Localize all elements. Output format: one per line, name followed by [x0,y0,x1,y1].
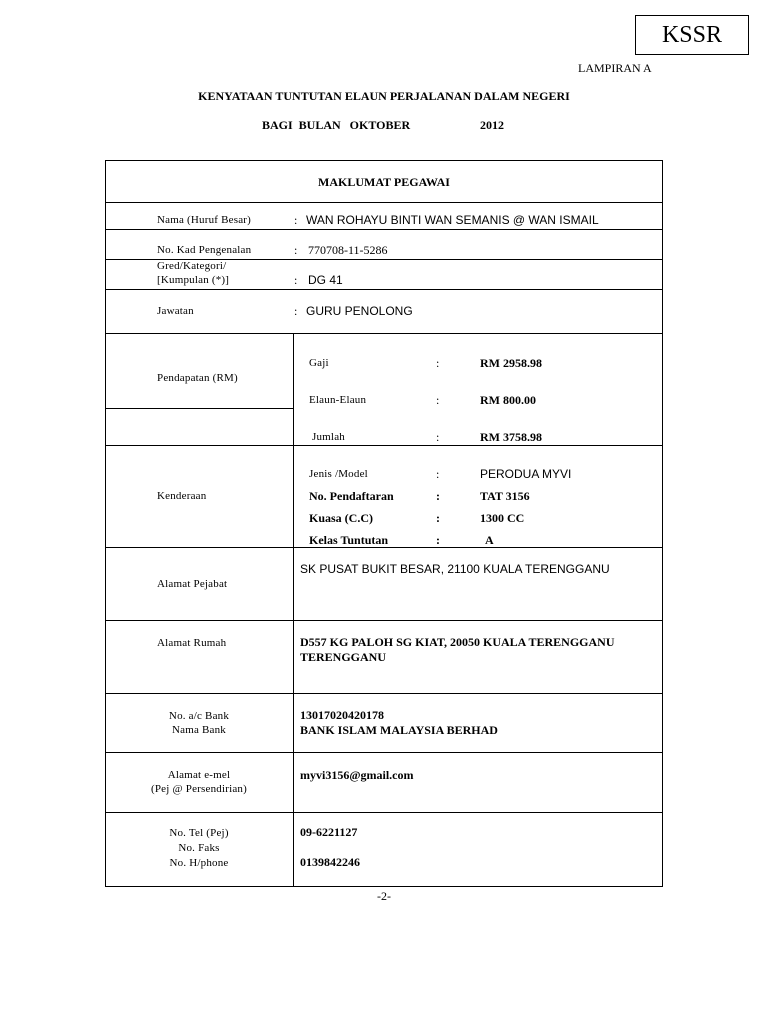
office-phone-label: No. Tel (Pej) [169,827,229,839]
month-label: BAGI BULAN OKTOBER [262,118,411,132]
email-type-label: (Pej @ Persendirian) [151,783,247,795]
kssr-badge: KSSR [635,15,749,55]
bank-account-value: 13017020420178 [300,708,384,722]
mobile-value: 0139842246 [300,855,360,869]
colon: : [436,533,440,547]
colon: : [436,356,440,370]
appendix-label: LAMPIRAN A [578,61,652,75]
bank-name-label: Nama Bank [171,724,227,736]
claim-class-label: Kelas Tuntutan [309,533,389,547]
office-address-label: Alamat Pejabat [157,578,228,590]
home-address-line1: D557 KG PALOH SG KIAT, 20050 KUALA TERENGGANU [300,635,615,649]
position-label: Jawatan [157,305,194,317]
colon: : [294,273,298,287]
document-title: KENYATAAN TUNTUTAN ELAUN PERJALANAN DALAM NEGERI [198,89,570,103]
column-divider [293,333,294,886]
office-phone-value: 09-6221127 [300,825,358,839]
colon: : [436,393,440,407]
section-title: MAKLUMAT PEGAWAI [318,175,450,189]
table-divider [105,547,663,548]
office-address-value: SK PUSAT BUKIT BESAR, 21100 KUALA TERENGGANU [300,562,610,576]
colon: : [436,511,440,525]
table-divider [105,229,663,230]
allowance-value: RM 800.00 [480,393,536,407]
email-value: myvi3156@gmail.com [300,768,414,782]
ic-label: No. Kad Pengenalan [157,244,252,256]
registration-value: TAT 3156 [480,489,530,503]
email-label: Alamat e-mel [167,769,231,781]
page-number: -2- [377,889,391,903]
mobile-label: No. H/phone [169,857,229,869]
salary-value: RM 2958.98 [480,356,542,370]
engine-capacity-label: Kuasa (C.C) [309,511,374,525]
claim-class-value: A [485,533,494,547]
table-divider [105,620,663,621]
bank-name-value: BANK ISLAM MALAYSIA BERHAD [300,723,498,737]
home-address-line2: TERENGGANU [300,650,387,664]
allowance-label: Elaun-Elaun [309,394,367,406]
vehicle-label: Kenderaan [157,490,207,502]
total-label: Jumlah [312,431,345,443]
bank-account-label: No. a/c Bank [168,710,230,722]
colon: : [294,243,298,257]
registration-label: No. Pendaftaran [309,489,394,503]
table-divider [105,752,663,753]
table-divider [105,445,663,446]
year-value: 2012 [480,118,504,132]
name-label: Nama (Huruf Besar) [157,214,252,226]
grade-value: DG 41 [308,273,343,287]
fax-label: No. Faks [178,842,220,854]
table-divider [105,812,663,813]
grade-label: Gred/Kategori/ [157,260,227,272]
colon: : [436,467,440,481]
table-divider [105,202,663,203]
table-divider [105,333,663,334]
position-value: GURU PENOLONG [306,304,413,318]
engine-capacity-value: 1300 CC [480,511,525,525]
total-value: RM 3758.98 [480,430,542,444]
model-label: Jenis /Model [309,468,368,480]
table-divider [105,693,663,694]
model-value: PERODUA MYVI [480,467,572,481]
salary-label: Gaji [309,357,329,369]
colon: : [294,304,298,318]
colon: : [436,430,440,444]
colon: : [294,213,298,227]
income-label: Pendapatan (RM) [157,372,238,384]
colon: : [436,489,440,503]
name-value: WAN ROHAYU BINTI WAN SEMANIS @ WAN ISMAIL [306,213,599,227]
ic-value: 770708-11-5286 [308,243,388,257]
home-address-label: Alamat Rumah [157,637,227,649]
table-divider [105,408,293,409]
table-divider [105,289,663,290]
group-label: [Kumpulan (*)] [157,274,230,286]
